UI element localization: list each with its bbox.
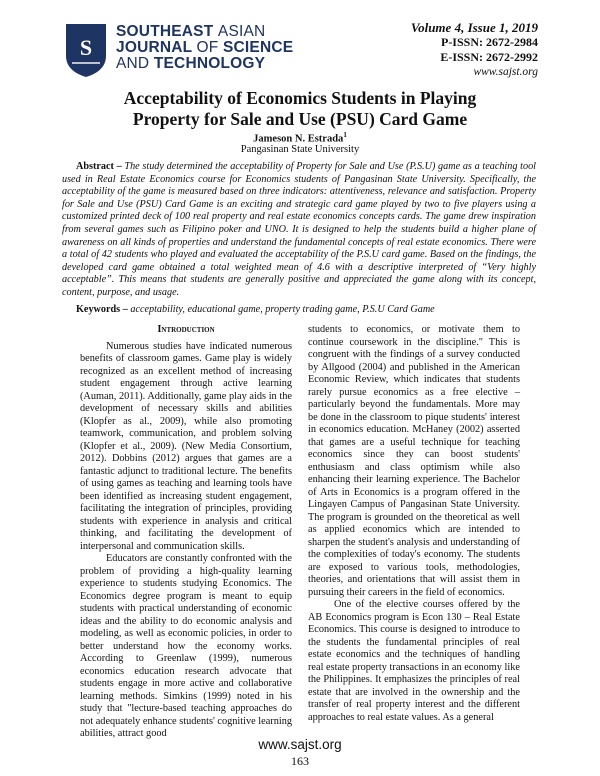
footer-website-link[interactable]: www.sajst.org: [258, 737, 342, 752]
shield-logo-icon: [62, 22, 110, 78]
author: Jameson N. Estrada$^1$: [253, 131, 347, 145]
affiliation: Pangasinan State University: [240, 144, 360, 155]
paragraph: Educators are constantly confronted with the problem of providing a high-quality learning experience to students studying Economics. The Economics degree program is meant to equip students with practical understanding of economic ideas and the ability to do economic analysis and modeling, as well as economic policies, in order to better understand how the economy works. According to Greenlaw (1999), numerous economics education research advocate that students engage in more active and collaborative learning methods. Simkins (1999) noted in his study that "lecture-based teaching approaches do not adequately enhance students' cognitive learning abilities, attract good: [80, 553, 293, 739]
page-number: 163: [291, 754, 309, 768]
journal-logo: [62, 22, 322, 82]
abstract: Abstract – The study determined the acceptability of Property for Sale and Use (P.S.U) game as a teaching tool used in Real Estate Economics course for Economics students of Pangasinan State University. Specifically, the acceptability of the game is measured based on three indicators: attentiveness, relevance and satisfaction. Property for Sale and Use (PSU) Card Game is an exciting and strategic card game played by two to five players using a customized printed deck of 100 real property and real estate economics concepts cards. The game drew inspiration from several games such as Filipino poker and UNO. It is designed to help the students build a higher plane of awareness on all kinds of properties and understand the fundamental concepts of real estate economics. There were a total of 42 students who played and evaluated the acceptability of the P.S.U card game. Based on the findings, the developed card game obtained a total weighted mean of 4.6 with a descriptive interpreted of “Very highly acceptable”. This means that students are generally positive and appreciated the game along with its concept, content, purpose, and usage.: [62, 161, 536, 298]
volume-issue: Volume 4, Issue 1, 2019: [410, 20, 538, 35]
eissn: E-ISSN: 2672-2992: [440, 50, 538, 64]
paragraph: students to economics, or motivate them to continue coursework in the discipline." This is congruent with the findings of a survey conducted by Allgood (2004) and published in the American Economic Review, which indicates that students rarely pursue economics as a free elective – particularly beyond the fundamentals. More may be done in the classroom to pique students' interest in economics education. McHaney (2002) asserted that games are a useful technique for teaching economics since they can boost students' enthusiasm and class optimism while also enhancing their learning experience. The Bachelor of Arts in Economics is a program offered in the Lingayen Campus of Pangasinan State University. The program is grounded on the theoretical as well as applied economics which are intended to sharpen the student's analysis and understanding of the complexities of today's economy. The students are exposed to various tools, methodologies, theories, and orientations that will assist them in pursuing their careers in the field of economics.: [308, 324, 520, 598]
issue-info: [411, 20, 538, 80]
section-heading: Introduction: [157, 324, 215, 335]
header-website-link[interactable]: www.sajst.org: [473, 66, 538, 78]
journal-name: SOUTHEAST ASIAN JOURNAL OF SCIENCE AND TECHNOLOGY: [116, 23, 294, 72]
svg-text:S: S: [79, 35, 93, 60]
paper-title: Acceptability of Economics Students in Playing Property for Sale and Use (PSU) Card Game: [123, 88, 477, 129]
keywords: Keywords – acceptability, educational game, property trading game, P.S.U Card Game: [76, 304, 435, 315]
paragraph: Numerous studies have indicated numerous benefits of classroom games. Game play is widely recognized as an excellent method of increasing student engagement through active learning (Auman, 2011). Additionally, game play aids in the development of necessary skills and abilities (Klopfer as al., 2009), while also promoting teamwork, communication, and problem solving (Klopfer et al., 2009). (New Media Consortium, 2012). Dobbins (2012) argues that games are a fantastic adjunct to traditional lecture. The benefits of using games as teaching and learning tools have been identified as increasing student engagement, facilitating the integration of principles, providing students with experience in analysis and critical thinking, and facilitating the development of interpersonal and communication skills.: [80, 340, 292, 552]
left-column: [80, 324, 292, 741]
right-column: [308, 324, 520, 724]
pissn: P-ISSN: 2672-2984: [440, 35, 538, 49]
paragraph: One of the elective courses offered by the AB Economics program is Econ 130 – Real Estate Economics. This course is designed to introduce to the students the fundamental principles of real estate economics and the techniques of handling real estate property transactions in an economy like the Philippines. It emphasizes the principles of real estate that are involved in the ownership and the transfer of real property interest and the different approaches to real estate values. As a general: [308, 599, 520, 723]
